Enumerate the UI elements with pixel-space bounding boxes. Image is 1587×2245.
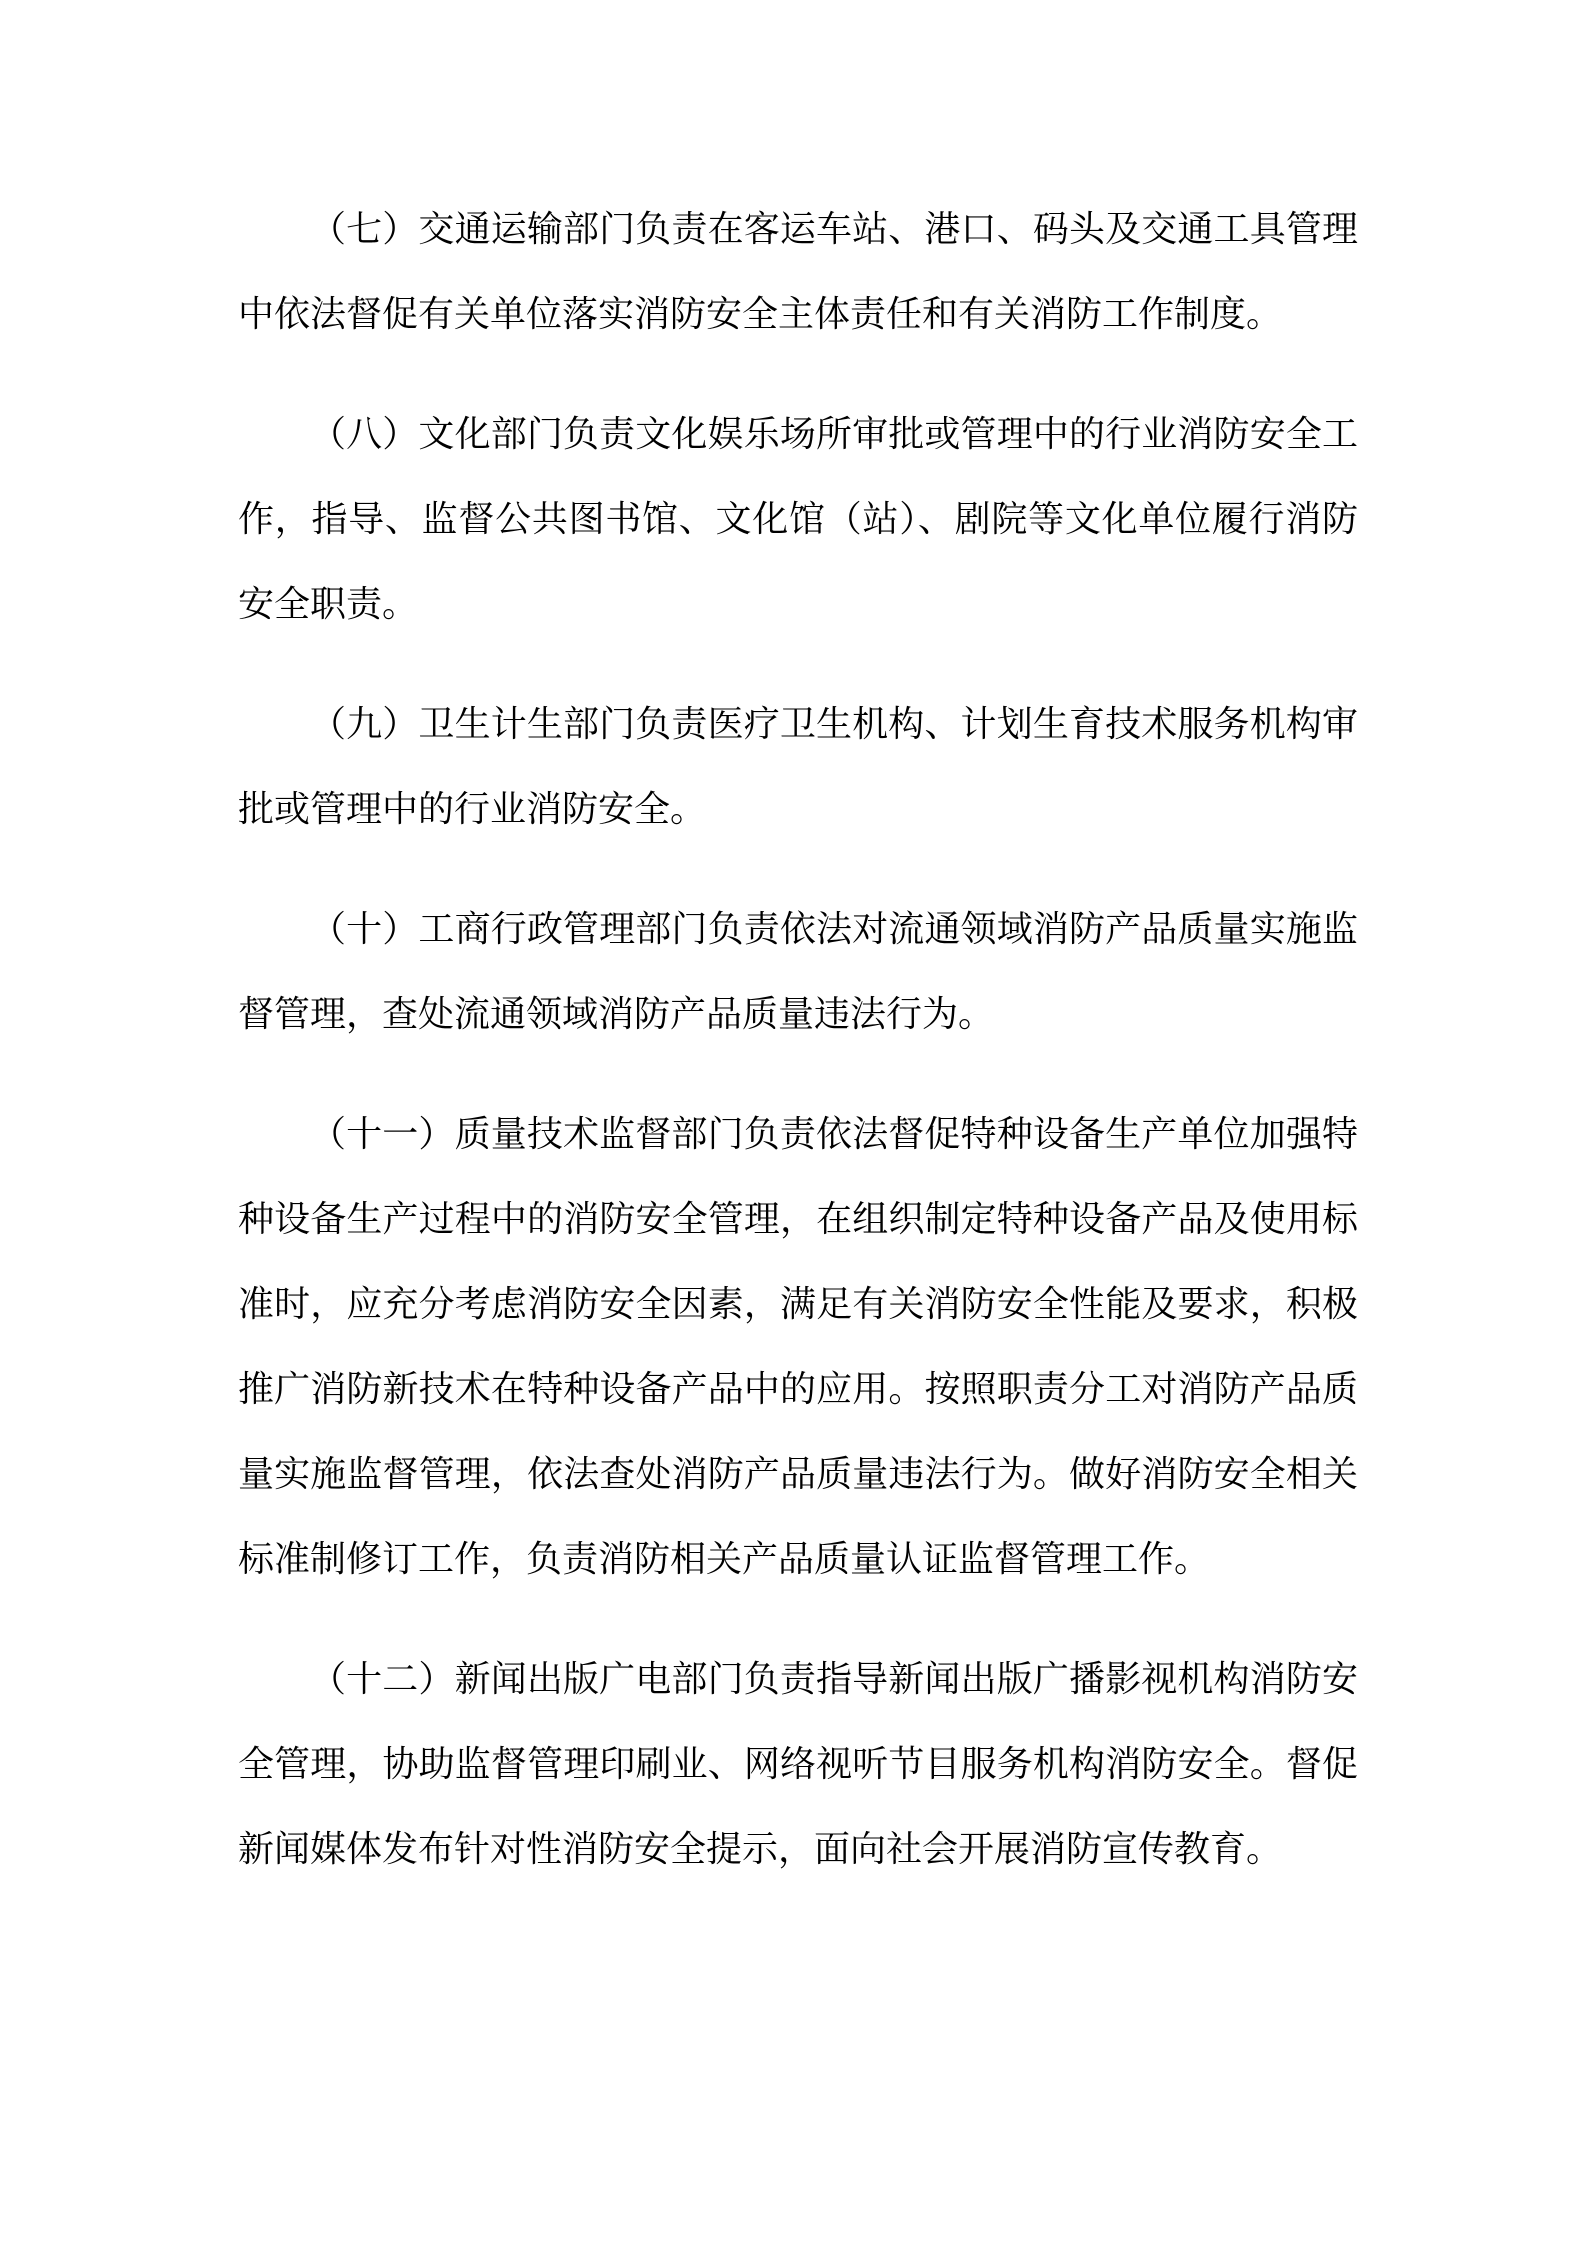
paragraph-clause-12: （十二）新闻出版广电部门负责指导新闻出版广播影视机构消防安全管理，协助监督管理印刷业、网络视听节目服务机构消防安全。督促新闻媒体发布针对性消防安全提示，面向社会开展消防宣传教育。	[238, 1659, 1358, 1869]
document-body	[238, 187, 1358, 1892]
paragraph-clause-7: （七）交通运输部门负责在客运车站、港口、码头及交通工具管理中依法督促有关单位落实消防安全主体责任和有关消防工作制度。	[238, 209, 1358, 334]
paragraph-clause-9: （九）卫生计生部门负责医疗卫生机构、计划生育技术服务机构审批或管理中的行业消防安全。	[238, 704, 1358, 829]
paragraph-clause-8: （八）文化部门负责文化娱乐场所审批或管理中的行业消防安全工作，指导、监督公共图书馆、文化馆（站）、剧院等文化单位履行消防安全职责。	[238, 414, 1358, 624]
paragraph-clause-11: （十一）质量技术监督部门负责依法督促特种设备生产单位加强特种设备生产过程中的消防安全管理，在组织制定特种设备产品及使用标准时，应充分考虑消防安全因素，满足有关消防安全性能及要求，积极推广消防新技术在特种设备产品中的应用。按照职责分工对消防产品质量实施监督管理，依法查处消防产品质量违法行为。做好消防安全相关标准制修订工作，负责消防相关产品质量认证监督管理工作。	[238, 1114, 1358, 1579]
paragraph-clause-10: （十）工商行政管理部门负责依法对流通领域消防产品质量实施监督管理，查处流通领域消防产品质量违法行为。	[238, 909, 1358, 1034]
